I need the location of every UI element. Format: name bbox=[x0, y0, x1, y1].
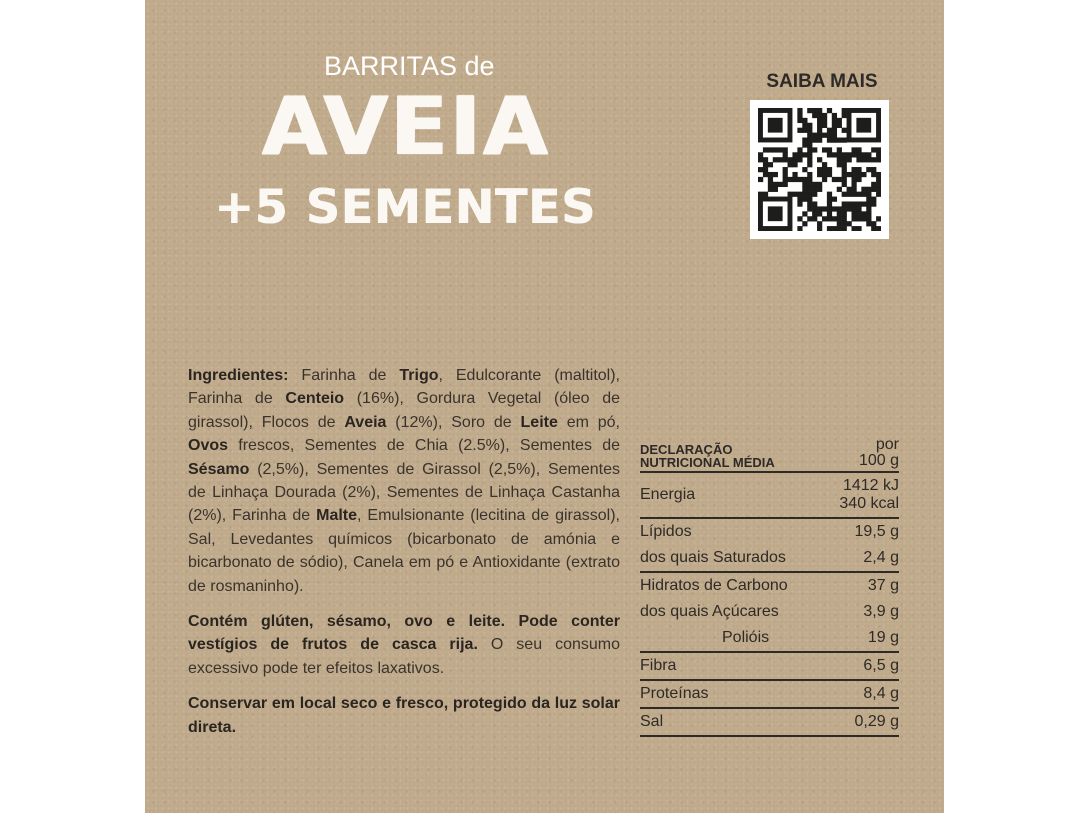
ingredient-text: (2,5%), Sementes de Girassol (2,5%), Sementes de Linhaça Dourada (2%), Sementes de Linhaça Castanha (2%), Farinha de bbox=[188, 460, 620, 525]
allergen-warning-rest: O seu consumo excessivo pode ter efeitos laxativos. bbox=[188, 636, 620, 677]
ingredients-list bbox=[188, 367, 620, 595]
storage-instructions: Conservar em local seco e fresco, protegido da luz solar direta. bbox=[188, 695, 620, 736]
energy-kcal: 340 kcal bbox=[839, 495, 899, 512]
energy-kj: 1412 kJ bbox=[842, 477, 899, 494]
ingredient-allergen: Malte bbox=[316, 507, 358, 525]
ingredients-section bbox=[188, 364, 620, 739]
nutrition-heading-line2: NUTRICIONAL MÉDIA bbox=[640, 455, 775, 470]
nutrition-value: 6,5 g bbox=[863, 657, 899, 674]
nutrition-label: Energia bbox=[640, 486, 696, 503]
product-tagline: +5 SEMENTES bbox=[214, 180, 596, 235]
nutrition-value: 19 g bbox=[867, 629, 899, 646]
nutrition-value: 19,5 g bbox=[854, 523, 899, 540]
nutrition-energy-values bbox=[839, 477, 899, 513]
nutrition-label: Sal bbox=[640, 713, 664, 730]
nutrition-per-100g bbox=[859, 437, 899, 469]
nutrition-label: Fibra bbox=[640, 657, 677, 674]
nutrition-row bbox=[640, 681, 899, 709]
nutrition-row bbox=[640, 519, 899, 545]
nutrition-value: 2,4 g bbox=[863, 549, 899, 566]
nutrition-row bbox=[640, 625, 899, 653]
nutrition-label: Hidratos de Carbono bbox=[640, 577, 788, 594]
ingredient-allergen: Leite bbox=[520, 413, 558, 431]
qr-code-pattern bbox=[758, 108, 881, 231]
nutrition-header bbox=[640, 437, 899, 473]
nutrition-label: Lípidos bbox=[640, 523, 692, 540]
nutrition-value: 3,9 g bbox=[863, 603, 899, 620]
nutrition-heading-line1: DECLARAÇÃO bbox=[640, 442, 733, 457]
nutrition-row bbox=[640, 573, 899, 599]
nutrition-row bbox=[640, 709, 899, 737]
product-title: AVEIA bbox=[262, 78, 550, 174]
nutrition-per-line2: 100 g bbox=[858, 452, 899, 469]
product-subtitle: BARRITAS de bbox=[324, 51, 495, 81]
ingredient-allergen: Ovos bbox=[188, 437, 229, 455]
nutrition-label: Polióis bbox=[722, 629, 770, 646]
nutrition-row bbox=[640, 653, 899, 681]
nutrition-row bbox=[640, 545, 899, 573]
nutrition-value: 8,4 g bbox=[863, 685, 899, 702]
ingredient-allergen: Centeio bbox=[285, 390, 345, 408]
ingredients-text bbox=[188, 364, 620, 598]
qr-label: SAIBA MAIS bbox=[766, 71, 878, 92]
ingredient-text: em pó, bbox=[557, 413, 620, 431]
ingredient-allergen: Aveia bbox=[344, 413, 387, 431]
nutrition-per-line1: por bbox=[875, 436, 899, 453]
nutrition-heading bbox=[640, 443, 775, 469]
ingredients-heading: Ingredientes: bbox=[188, 367, 289, 384]
nutrition-label: Proteínas bbox=[640, 685, 709, 702]
ingredient-text: frescos, Sementes de Chia (2.5%), Sementes de bbox=[228, 437, 620, 455]
nutrition-row-energy bbox=[640, 473, 899, 519]
nutrition-value: 37 g bbox=[867, 577, 899, 594]
ingredient-text: , Emulsionante (lecitina de girassol), Sal, Levedantes químicos (bicarbonato de amónia e bicarbonato de sódio), Canela em pó e Antioxidante (extrato de rosmaninho). bbox=[188, 507, 621, 595]
ingredient-text: (16%), Gordura Vegetal (óleo de girassol), Flocos de bbox=[188, 390, 620, 431]
ingredient-allergen: Sésamo bbox=[188, 460, 250, 478]
nutrition-value: 0,29 g bbox=[854, 713, 899, 730]
qr-code[interactable] bbox=[750, 100, 889, 239]
nutrition-label: dos quais Açúcares bbox=[640, 603, 779, 620]
ingredient-text: (12%), Soro de bbox=[386, 413, 521, 431]
allergen-warning bbox=[188, 610, 620, 680]
nutrition-table bbox=[640, 437, 899, 737]
ingredient-text: Farinha de bbox=[288, 367, 400, 384]
ingredient-allergen: Trigo bbox=[399, 367, 439, 384]
allergen-warning-bold: Contém glúten, sésamo, ovo e leite. Pode conter vestígios de frutos de casca rija. bbox=[188, 613, 620, 654]
nutrition-label: dos quais Saturados bbox=[640, 549, 786, 566]
nutrition-row bbox=[640, 599, 899, 625]
ingredient-text: , Edulcorante (maltitol), Farinha de bbox=[188, 367, 620, 408]
